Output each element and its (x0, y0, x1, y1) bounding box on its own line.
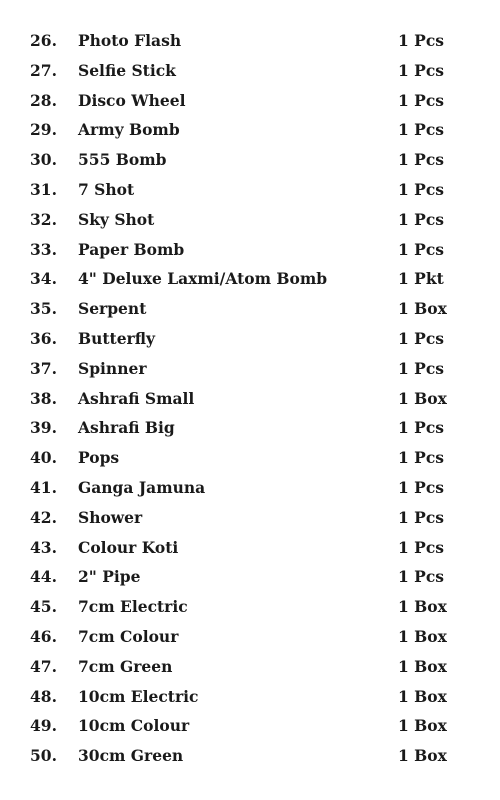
item-quantity: 1 Box (398, 626, 447, 646)
item-number: 49. (30, 716, 57, 736)
item-quantity: 1 Pcs (398, 477, 445, 497)
list-item (0, 682, 500, 712)
item-number: 41. (30, 477, 57, 497)
item-name: 4" Deluxe Laxmi/Atom Bomb (78, 269, 328, 289)
list-item (0, 741, 500, 771)
item-name: Colour Koti (78, 537, 179, 557)
item-number: 26. (30, 31, 57, 50)
item-name: 7cm Electric (78, 597, 188, 617)
item-name: Disco Wheel (78, 90, 186, 110)
list-item (0, 562, 500, 592)
item-name: Butterfly (78, 328, 155, 348)
list-item (0, 652, 500, 682)
item-number: 45. (30, 597, 57, 617)
list-item (0, 533, 500, 563)
item-quantity: 1 Box (398, 597, 447, 617)
list-item (0, 294, 500, 324)
item-name: 2" Pipe (78, 567, 141, 587)
item-quantity: 1 Pcs (398, 328, 445, 348)
item-name: 30cm Green (78, 746, 184, 766)
item-number: 29. (30, 120, 57, 140)
item-quantity: 1 Pcs (398, 358, 445, 378)
item-number: 33. (30, 239, 57, 259)
item-quantity: 1 Box (398, 656, 447, 676)
item-quantity: 1 Pcs (398, 239, 445, 259)
item-quantity: 1 Pcs (398, 209, 445, 229)
item-quantity: 1 Pcs (398, 90, 445, 110)
item-name: Photo Flash (78, 31, 182, 50)
item-quantity: 1 Box (398, 746, 447, 766)
item-name: Ashrafi Small (78, 388, 195, 408)
list-item (0, 384, 500, 414)
list-item (0, 175, 500, 205)
item-name: Ganga Jamuna (78, 477, 206, 497)
item-number: 42. (30, 507, 57, 527)
item-name: 10cm Electric (78, 686, 199, 706)
item-quantity: 1 Pcs (398, 60, 445, 80)
item-number: 38. (30, 388, 57, 408)
list-item (0, 115, 500, 145)
item-name: 555 Bomb (78, 150, 167, 170)
item-quantity: 1 Pcs (398, 507, 445, 527)
item-name: Spinner (78, 358, 147, 378)
item-name: Shower (78, 507, 143, 527)
item-name: 7cm Colour (78, 626, 179, 646)
item-quantity: 1 Box (398, 686, 447, 706)
item-list (0, 26, 500, 771)
item-name: Paper Bomb (78, 239, 185, 259)
item-number: 32. (30, 209, 57, 229)
item-number: 36. (30, 328, 57, 348)
item-number: 50. (30, 746, 57, 766)
list-item (0, 354, 500, 384)
item-name: Sky Shot (78, 209, 155, 229)
list-item (0, 264, 500, 294)
list-item (0, 473, 500, 503)
item-quantity: 1 Pkt (398, 269, 444, 289)
item-quantity: 1 Pcs (398, 448, 445, 468)
item-number: 46. (30, 626, 57, 646)
item-number: 28. (30, 90, 57, 110)
item-name: Serpent (78, 299, 147, 319)
item-number: 30. (30, 150, 57, 170)
item-number: 44. (30, 567, 57, 587)
item-name: 10cm Colour (78, 716, 190, 736)
item-quantity: 1 Pcs (398, 120, 445, 140)
item-quantity: 1 Pcs (398, 179, 445, 199)
item-number: 48. (30, 686, 57, 706)
list-item (0, 711, 500, 741)
item-number: 47. (30, 656, 57, 676)
list-item (0, 26, 500, 56)
item-quantity: 1 Pcs (398, 567, 445, 587)
list-item (0, 503, 500, 533)
item-number: 31. (30, 179, 57, 199)
item-name: Pops (78, 448, 120, 468)
item-name: 7cm Green (78, 656, 173, 676)
item-number: 37. (30, 358, 57, 378)
list-item (0, 324, 500, 354)
item-quantity: 1 Pcs (398, 537, 445, 557)
list-item (0, 86, 500, 116)
list-item (0, 56, 500, 86)
list-item (0, 443, 500, 473)
item-name: Selfie Stick (78, 60, 176, 80)
item-quantity: 1 Pcs (398, 31, 445, 50)
item-name: Army Bomb (78, 120, 180, 140)
item-number: 27. (30, 60, 57, 80)
item-number: 40. (30, 448, 57, 468)
list-item (0, 205, 500, 235)
list-item (0, 145, 500, 175)
item-number: 34. (30, 269, 57, 289)
item-quantity: 1 Pcs (398, 150, 445, 170)
item-name: Ashrafi Big (78, 418, 175, 438)
item-quantity: 1 Box (398, 299, 447, 319)
item-quantity: 1 Box (398, 716, 447, 736)
list-item (0, 235, 500, 265)
list-item (0, 413, 500, 443)
item-quantity: 1 Pcs (398, 418, 445, 438)
list-item (0, 622, 500, 652)
item-number: 43. (30, 537, 57, 557)
list-item (0, 592, 500, 622)
item-quantity: 1 Box (398, 388, 447, 408)
item-name: 7 Shot (78, 179, 135, 199)
item-number: 39. (30, 418, 57, 438)
item-number: 35. (30, 299, 57, 319)
